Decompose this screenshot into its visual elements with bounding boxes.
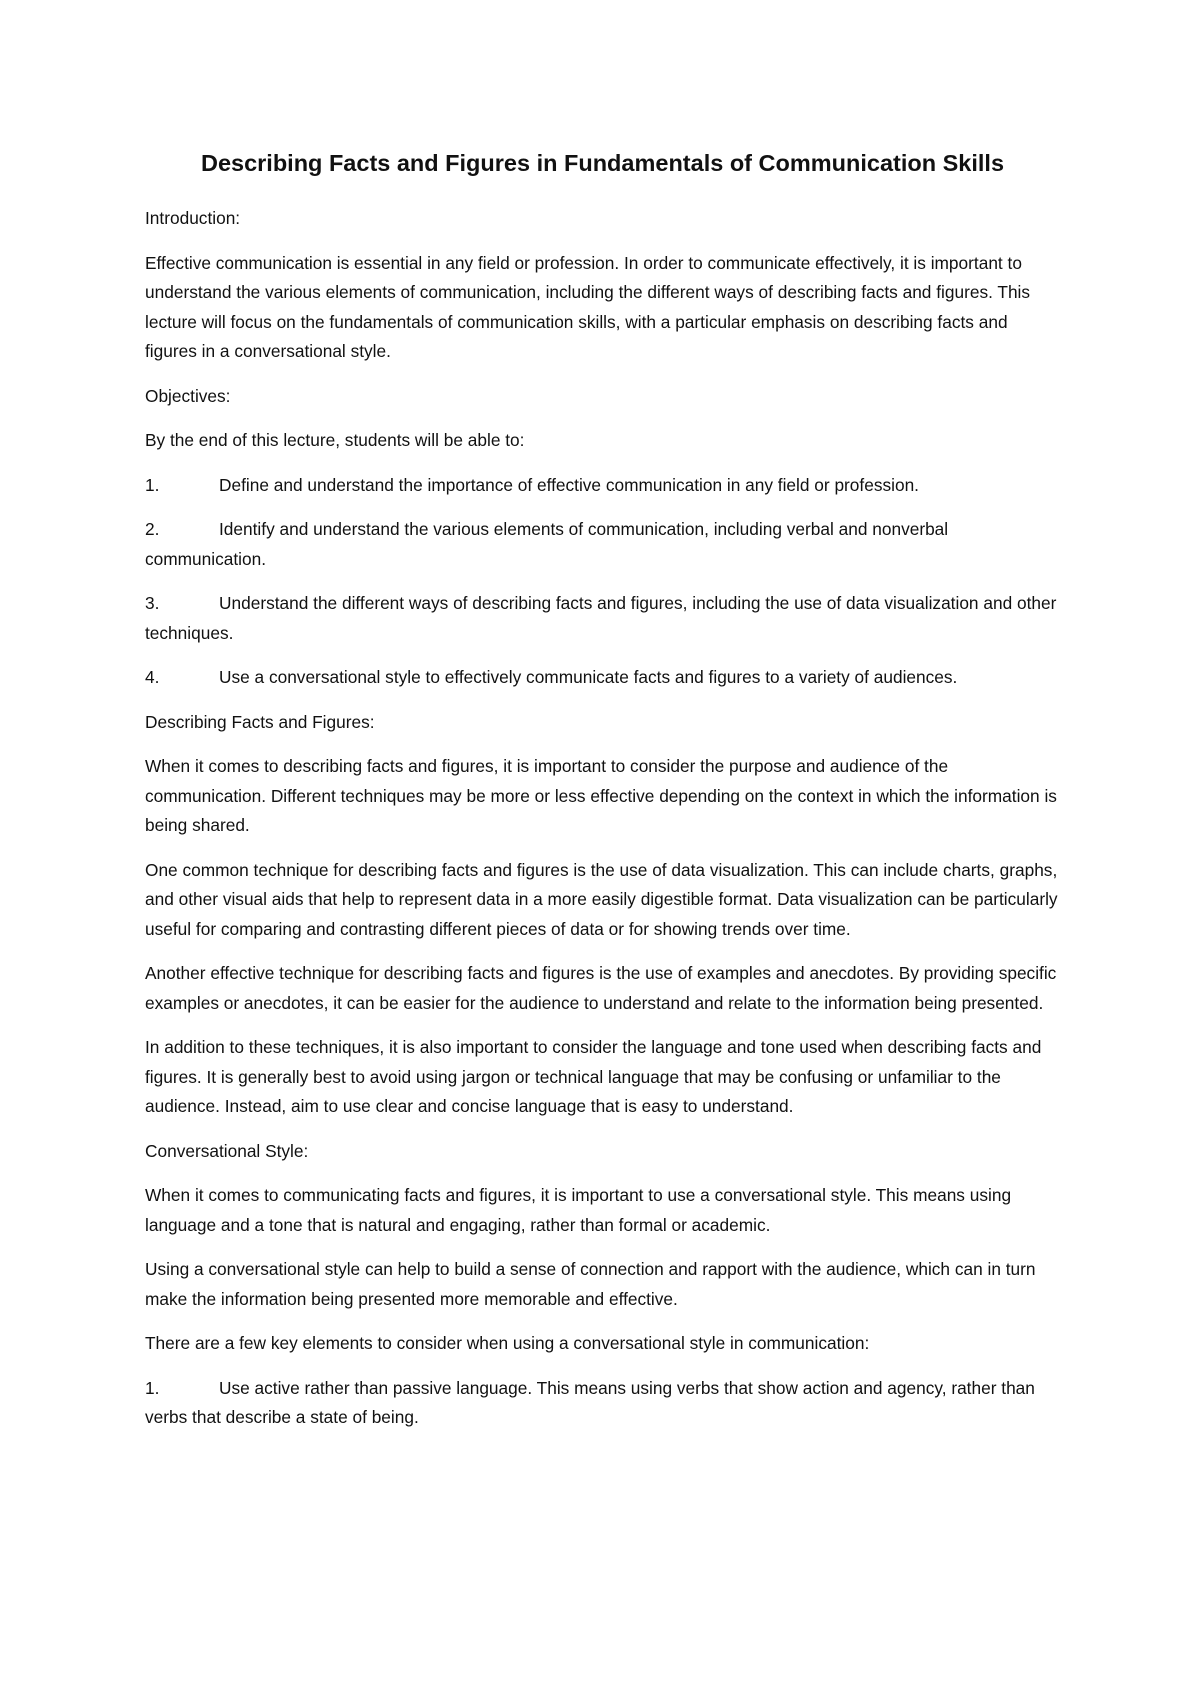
describing-heading: Describing Facts and Figures: — [145, 711, 375, 732]
describing-paragraph: When it comes to describing facts and figures, it is important to consider the purpose and audience of the communication. Different techniques may be more or less effective depending on the context in which the information is being shared. — [145, 756, 1057, 835]
document-title: Describing Facts and Figures in Fundamentals of Communication Skills — [200, 150, 1005, 176]
intro-paragraph: Effective communication is essential in any field or profession. In order to communicate effectively, it is important to understand the various elements of communication, including the different ways of describing facts and figures. This lecture will focus on the fundamentals of communication skills, with a particular emphasis on describing facts and figures in a conversational style. — [145, 252, 1031, 361]
list-text: Understand the different ways of describing facts and figures, including the use of data visualization and other techniques. — [145, 593, 1057, 643]
list-number: 2. — [145, 519, 160, 539]
objective-item — [145, 471, 1060, 501]
objective-item — [145, 589, 1060, 648]
list-text: Define and understand the importance of effective communication in any field or profession. — [219, 474, 919, 495]
describing-paragraph: In addition to these techniques, it is also important to consider the language and tone used when describing facts and figures. It is generally best to avoid using jargon or technical language that may be confusing or unfamiliar to the audience. Instead, aim to use clear and concise language that is easy to understand. — [145, 1037, 1042, 1116]
describing-paragraph: Another effective technique for describing facts and figures is the use of examples and anecdotes. By providing specific examples or anecdotes, it can be easier for the audience to understand and relate to the information being presented. — [145, 963, 1057, 1013]
describing-paragraph: One common technique for describing facts and figures is the use of data visualization. This can include charts, graphs, and other visual aids that help to represent data in a more easily digestible format. Data visualization can be particularly useful for comparing and contrasting different pieces of data or for showing trends over time. — [145, 859, 1058, 939]
list-text: Use a conversational style to effectively communicate facts and figures to a variety of audiences. — [219, 667, 958, 687]
list-text: Identify and understand the various elements of communication, including verbal and nonverbal communication. — [145, 519, 949, 569]
objectives-heading: Objectives: — [145, 385, 231, 406]
conversational-paragraph: When it comes to communicating facts and figures, it is important to use a conversational style. This means using language and a tone that is natural and engaging, rather than formal or academic. — [145, 1185, 1012, 1235]
objectives-lead: By the end of this lecture, students will be able to: — [145, 430, 525, 450]
intro-heading: Introduction: — [145, 208, 241, 228]
list-number: 1. — [145, 474, 160, 495]
objective-item — [145, 515, 1060, 574]
conversational-item — [145, 1374, 1060, 1433]
conversational-paragraph: There are a few key elements to consider when using a conversational style in communication: — [145, 1333, 870, 1353]
list-number: 1. — [145, 1377, 160, 1398]
conversational-heading: Conversational Style: — [145, 1140, 309, 1161]
conversational-paragraph: Using a conversational style can help to build a sense of connection and rapport with the audience, which can in turn make the information being presented more memorable and effective. — [145, 1259, 1036, 1309]
objective-item — [145, 663, 1060, 693]
list-number: 3. — [145, 593, 160, 613]
list-text: Use active rather than passive language. This means using verbs that show action and agency, rather than verbs that describe a state of being. — [145, 1377, 1035, 1427]
list-number: 4. — [145, 667, 160, 687]
